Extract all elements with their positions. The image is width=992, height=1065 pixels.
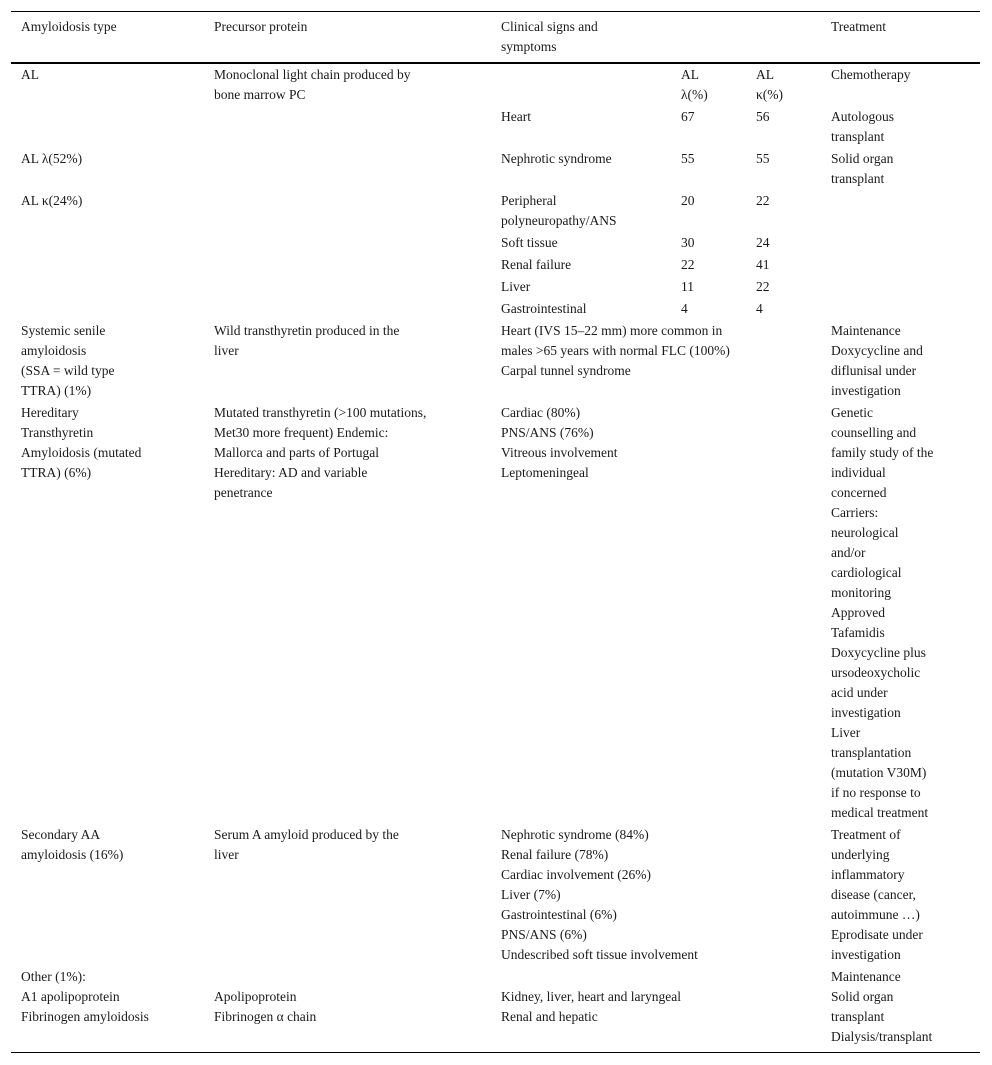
al-kappa-type: AL κ(24%) xyxy=(21,193,83,208)
aa-clinical-signs-line: Liver (7%) xyxy=(501,887,561,902)
aa-treatment-line: Eprodisate under xyxy=(831,927,923,942)
httr-treatment-line: Approved xyxy=(831,605,885,620)
al-treatment: Chemotherapy xyxy=(831,67,911,82)
httr-treatment-line: monitoring xyxy=(831,585,891,600)
aa-type-line: amyloidosis (16%) xyxy=(21,847,124,862)
ssa-clinical-signs-line: males >65 years with normal FLC (100%) xyxy=(501,343,730,358)
header-clinical-signs: Clinical signs and xyxy=(501,19,598,34)
aa-type-line: Secondary AA xyxy=(21,827,101,842)
al-sign-lambda: 22 xyxy=(681,257,695,272)
other-clinical-signs-line: Renal and hepatic xyxy=(501,1009,598,1024)
ssa-clinical-signs-line: Heart (IVS 15–22 mm) more common in xyxy=(501,323,723,338)
httr-treatment-line: counselling and xyxy=(831,425,917,440)
al-sign-lambda: 20 xyxy=(681,193,695,208)
httr-treatment-line: investigation xyxy=(831,705,901,720)
httr-treatment-line: individual xyxy=(831,465,886,480)
httr-treatment-line: family study of the xyxy=(831,445,934,460)
ssa-type-line: Systemic senile xyxy=(21,323,106,338)
al-sign-kappa: 55 xyxy=(756,151,770,166)
aa-treatment-line: underlying xyxy=(831,847,890,862)
al-sign-kappa: 22 xyxy=(756,279,770,294)
aa-clinical-signs-line: Undescribed soft tissue involvement xyxy=(501,947,698,962)
httr-treatment-line: Tafamidis xyxy=(831,625,885,640)
ssa-precursor-line: Wild transthyretin produced in the xyxy=(214,323,400,338)
httr-clinical-signs-line: PNS/ANS (76%) xyxy=(501,425,594,440)
aa-clinical-signs-line: Cardiac involvement (26%) xyxy=(501,867,651,882)
httr-treatment-line: if no response to xyxy=(831,785,921,800)
table-bottom-rule xyxy=(11,1052,980,1053)
al-kappa-column-header: AL xyxy=(756,67,774,82)
other-clinical-signs-line: Kidney, liver, heart and laryngeal xyxy=(501,989,682,1004)
header-bottom-rule xyxy=(11,62,980,64)
al-sign-kappa: 41 xyxy=(756,257,770,272)
ssa-type-line: (SSA = wild type xyxy=(21,363,115,378)
httr-treatment-line: (mutation V30M) xyxy=(831,765,927,780)
al-type: AL xyxy=(21,67,39,82)
httr-precursor-line: Mallorca and parts of Portugal xyxy=(214,445,379,460)
al-precursor: Monoclonal light chain produced by xyxy=(214,67,411,82)
aa-treatment-line: autoimmune …) xyxy=(831,907,920,922)
other-precursor-line: Fibrinogen α chain xyxy=(214,1009,317,1024)
al-sign-lambda: 67 xyxy=(681,109,695,124)
al-sign-kappa: 4 xyxy=(756,301,763,316)
other-treatment-line: Dialysis/transplant xyxy=(831,1029,933,1044)
ssa-treatment-line: Maintenance xyxy=(831,323,901,338)
httr-treatment-line: transplantation xyxy=(831,745,912,760)
ssa-precursor-line: liver xyxy=(214,343,239,358)
al-sign-name: Liver xyxy=(501,279,531,294)
al-treatment: transplant xyxy=(831,129,885,144)
httr-treatment-line: and/or xyxy=(831,545,866,560)
aa-precursor-line: liver xyxy=(214,847,239,862)
header-clinical-signs: symptoms xyxy=(501,39,557,54)
aa-treatment-line: disease (cancer, xyxy=(831,887,916,902)
al-treatment: Solid organ xyxy=(831,151,894,166)
other-treatment-line: transplant xyxy=(831,1009,885,1024)
other-type-line: A1 apolipoprotein xyxy=(21,989,120,1004)
al-sign-name: Peripheral xyxy=(501,193,557,208)
httr-treatment-line: Carriers: xyxy=(831,505,879,520)
al-sign-lambda: 55 xyxy=(681,151,695,166)
httr-clinical-signs-line: Cardiac (80%) xyxy=(501,405,581,420)
al-sign-lambda: 11 xyxy=(681,279,694,294)
al-sign-name: Heart xyxy=(501,109,531,124)
al-sign-name: polyneuropathy/ANS xyxy=(501,213,617,228)
al-sign-name: Renal failure xyxy=(501,257,572,272)
al-lambda-column-header: λ(%) xyxy=(681,87,708,102)
aa-clinical-signs-line: PNS/ANS (6%) xyxy=(501,927,587,942)
al-sign-kappa: 24 xyxy=(756,235,770,250)
httr-precursor-line: penetrance xyxy=(214,485,273,500)
aa-treatment-line: Treatment of xyxy=(831,827,901,842)
aa-clinical-signs-line: Renal failure (78%) xyxy=(501,847,609,862)
other-type-line: Fibrinogen amyloidosis xyxy=(21,1009,149,1024)
al-sign-name: Gastrointestinal xyxy=(501,301,587,316)
al-sign-name: Nephrotic syndrome xyxy=(501,151,612,166)
httr-type-line: Transthyretin xyxy=(21,425,94,440)
other-type-line: Other (1%): xyxy=(21,969,86,984)
other-treatment-line: Solid organ xyxy=(831,989,894,1004)
httr-treatment-line: medical treatment xyxy=(831,805,929,820)
al-sign-name: Soft tissue xyxy=(501,235,558,250)
header-treatment: Treatment xyxy=(831,19,886,34)
httr-treatment-line: Genetic xyxy=(831,405,873,420)
al-sign-kappa: 56 xyxy=(756,109,770,124)
ssa-type-line: amyloidosis xyxy=(21,343,87,358)
aa-treatment-line: investigation xyxy=(831,947,901,962)
httr-type-line: Hereditary xyxy=(21,405,79,420)
al-precursor: bone marrow PC xyxy=(214,87,306,102)
httr-precursor-line: Mutated transthyretin (>100 mutations, xyxy=(214,405,427,420)
httr-treatment-line: Doxycycline plus xyxy=(831,645,926,660)
al-sign-kappa: 22 xyxy=(756,193,770,208)
httr-treatment-line: acid under xyxy=(831,685,888,700)
ssa-type-line: TTRA) (1%) xyxy=(21,383,92,398)
httr-clinical-signs-line: Leptomeningeal xyxy=(501,465,589,480)
al-treatment: Autologous xyxy=(831,109,895,124)
ssa-treatment-line: diflunisal under xyxy=(831,363,917,378)
httr-clinical-signs-line: Vitreous involvement xyxy=(501,445,618,460)
al-sign-lambda: 4 xyxy=(681,301,688,316)
httr-type-line: Amyloidosis (mutated xyxy=(21,445,142,460)
httr-treatment-line: ursodeoxycholic xyxy=(831,665,921,680)
header-amyloidosis-type: Amyloidosis type xyxy=(21,19,117,34)
httr-treatment-line: concerned xyxy=(831,485,887,500)
al-lambda-column-header: AL xyxy=(681,67,699,82)
ssa-treatment-line: Doxycycline and xyxy=(831,343,923,358)
other-precursor-line: Apolipoprotein xyxy=(214,989,297,1004)
al-lambda-type: AL λ(52%) xyxy=(21,151,83,166)
httr-treatment-line: neurological xyxy=(831,525,899,540)
aa-treatment-line: inflammatory xyxy=(831,867,905,882)
aa-precursor-line: Serum A amyloid produced by the xyxy=(214,827,399,842)
httr-precursor-line: Hereditary: AD and variable xyxy=(214,465,368,480)
al-kappa-column-header: κ(%) xyxy=(756,87,784,102)
httr-treatment-line: cardiological xyxy=(831,565,902,580)
ssa-clinical-signs-line: Carpal tunnel syndrome xyxy=(501,363,631,378)
al-treatment: transplant xyxy=(831,171,885,186)
httr-treatment-line: Liver xyxy=(831,725,861,740)
header-precursor-protein: Precursor protein xyxy=(214,19,308,34)
other-treatment-line: Maintenance xyxy=(831,969,901,984)
table-top-rule xyxy=(11,11,980,12)
aa-clinical-signs-line: Nephrotic syndrome (84%) xyxy=(501,827,649,842)
httr-type-line: TTRA) (6%) xyxy=(21,465,92,480)
ssa-treatment-line: investigation xyxy=(831,383,901,398)
al-sign-lambda: 30 xyxy=(681,235,695,250)
httr-precursor-line: Met30 more frequent) Endemic: xyxy=(214,425,389,440)
aa-clinical-signs-line: Gastrointestinal (6%) xyxy=(501,907,617,922)
